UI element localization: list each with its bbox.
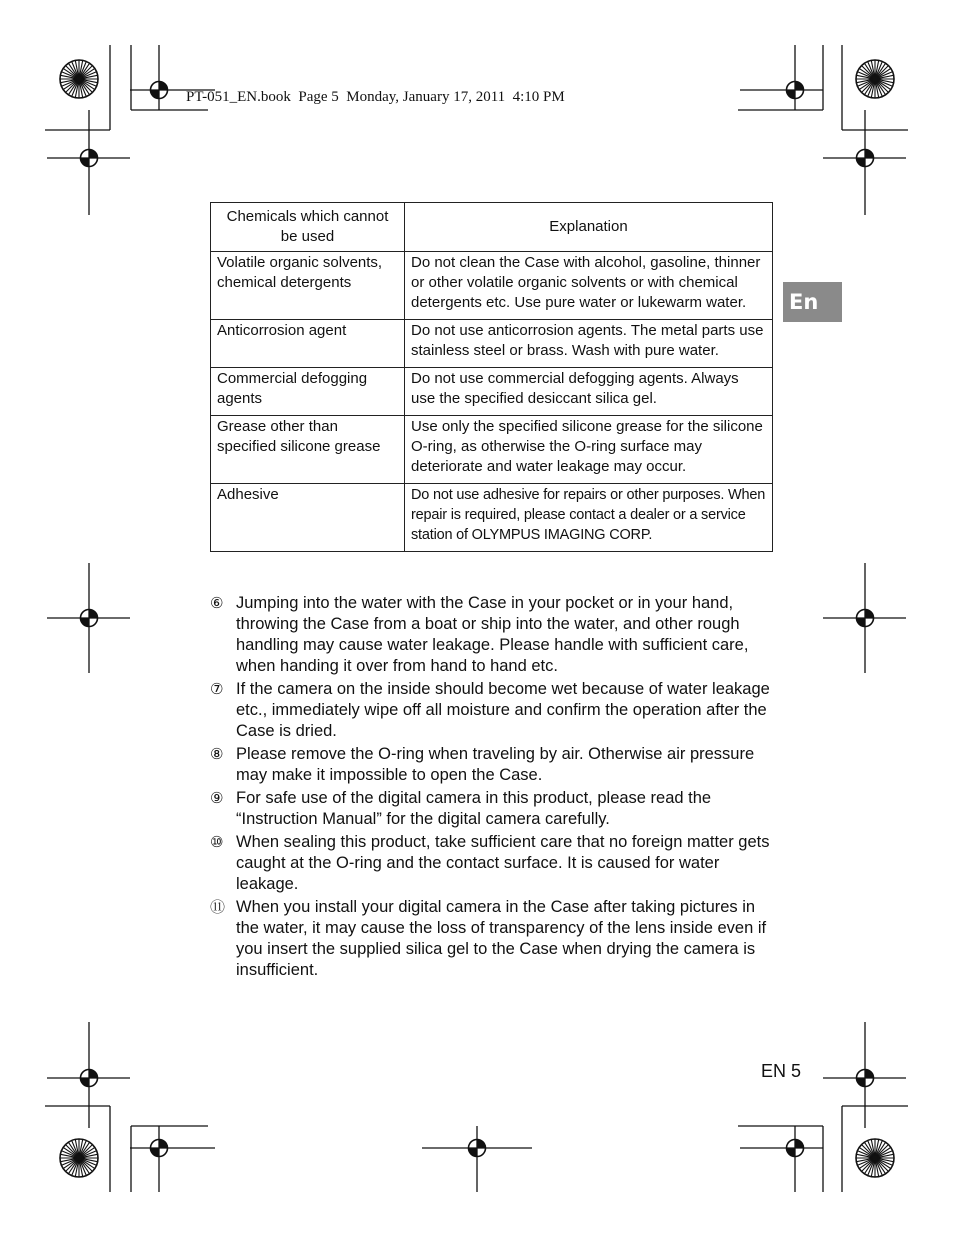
language-tab: En: [783, 282, 842, 322]
chemical-cell: Adhesive: [211, 484, 405, 552]
column-header-explanation: Explanation: [405, 203, 773, 252]
explanation-cell: Do not use anticorrosion agents. The metal parts use stainless steel or brass. Wash with pure water.: [405, 320, 773, 368]
item-number: ⑦: [210, 680, 224, 698]
explanation-cell: Do not use commercial defogging agents. Always use the specified desiccant silica gel.: [405, 368, 773, 416]
list-item: [210, 788, 770, 830]
list-item: [210, 897, 770, 981]
book-header: PT-051_EN.book Page 5 Monday, January 17, 2011 4:10 PM: [186, 89, 565, 105]
chemical-cell: Commercial defogging agents: [211, 368, 405, 416]
page-number: EN 5: [761, 1061, 802, 1081]
precaution-list: [210, 593, 770, 983]
column-header-chemicals: Chemicals which cannot be used: [211, 203, 405, 252]
chemical-cell: Anticorrosion agent: [211, 320, 405, 368]
item-text: Jumping into the water with the Case in your pocket or in your hand, throwing the Case from a boat or ship into the water, and other rough handling may cause water leakage. Please handle with sufficient care, when handing it over from hand to hand etc.: [236, 594, 749, 675]
chemicals-table: [210, 202, 773, 552]
item-number: ⑩: [210, 833, 224, 851]
item-text: If the camera on the inside should become wet because of water leakage etc., immediately wipe off all moisture and confirm the operation after the Case is dried.: [236, 680, 770, 740]
table-row: [211, 320, 773, 368]
table-row: [211, 416, 773, 484]
table-row: [211, 252, 773, 320]
explanation-cell: Do not use adhesive for repairs or other purposes. When repair is required, please contact a dealer or a service station of OLYMPUS IMAGING CORP.: [405, 484, 773, 552]
item-text: Please remove the O-ring when traveling by air. Otherwise air pressure may make it impossible to open the Case.: [236, 745, 755, 784]
list-item: [210, 832, 770, 895]
item-text: For safe use of the digital camera in this product, please read the “Instruction Manual” for the digital camera carefully.: [236, 789, 712, 828]
item-number: ⑧: [210, 745, 224, 763]
chemical-cell: Grease other than specified silicone grease: [211, 416, 405, 484]
item-number: ⑨: [210, 789, 224, 807]
explanation-cell: Use only the specified silicone grease for the silicone O-ring, as otherwise the O-ring surface may deteriorate and water leakage may occur.: [405, 416, 773, 484]
explanation-cell: Do not clean the Case with alcohol, gasoline, thinner or other volatile organic solvents or with chemical detergents etc. Use pure water or lukewarm water.: [405, 252, 773, 320]
table-row: [211, 484, 773, 552]
table-header-row: [211, 203, 773, 252]
item-number: ⑥: [210, 594, 224, 612]
list-item: [210, 679, 770, 742]
item-text: When you install your digital camera in the Case after taking pictures in the water, it may cause the loss of transparency of the lens inside even if you insert the supplied silica gel to the Case when drying the camera is insufficient.: [236, 898, 767, 979]
list-item: [210, 593, 770, 677]
item-text: When sealing this product, take sufficient care that no foreign matter gets caught at the O-ring and the contact surface. It is caused for water leakage.: [236, 833, 770, 893]
item-number: ⑪: [210, 898, 226, 916]
list-item: [210, 744, 770, 786]
chemical-cell: Volatile organic solvents, chemical detergents: [211, 252, 405, 320]
table-row: [211, 368, 773, 416]
